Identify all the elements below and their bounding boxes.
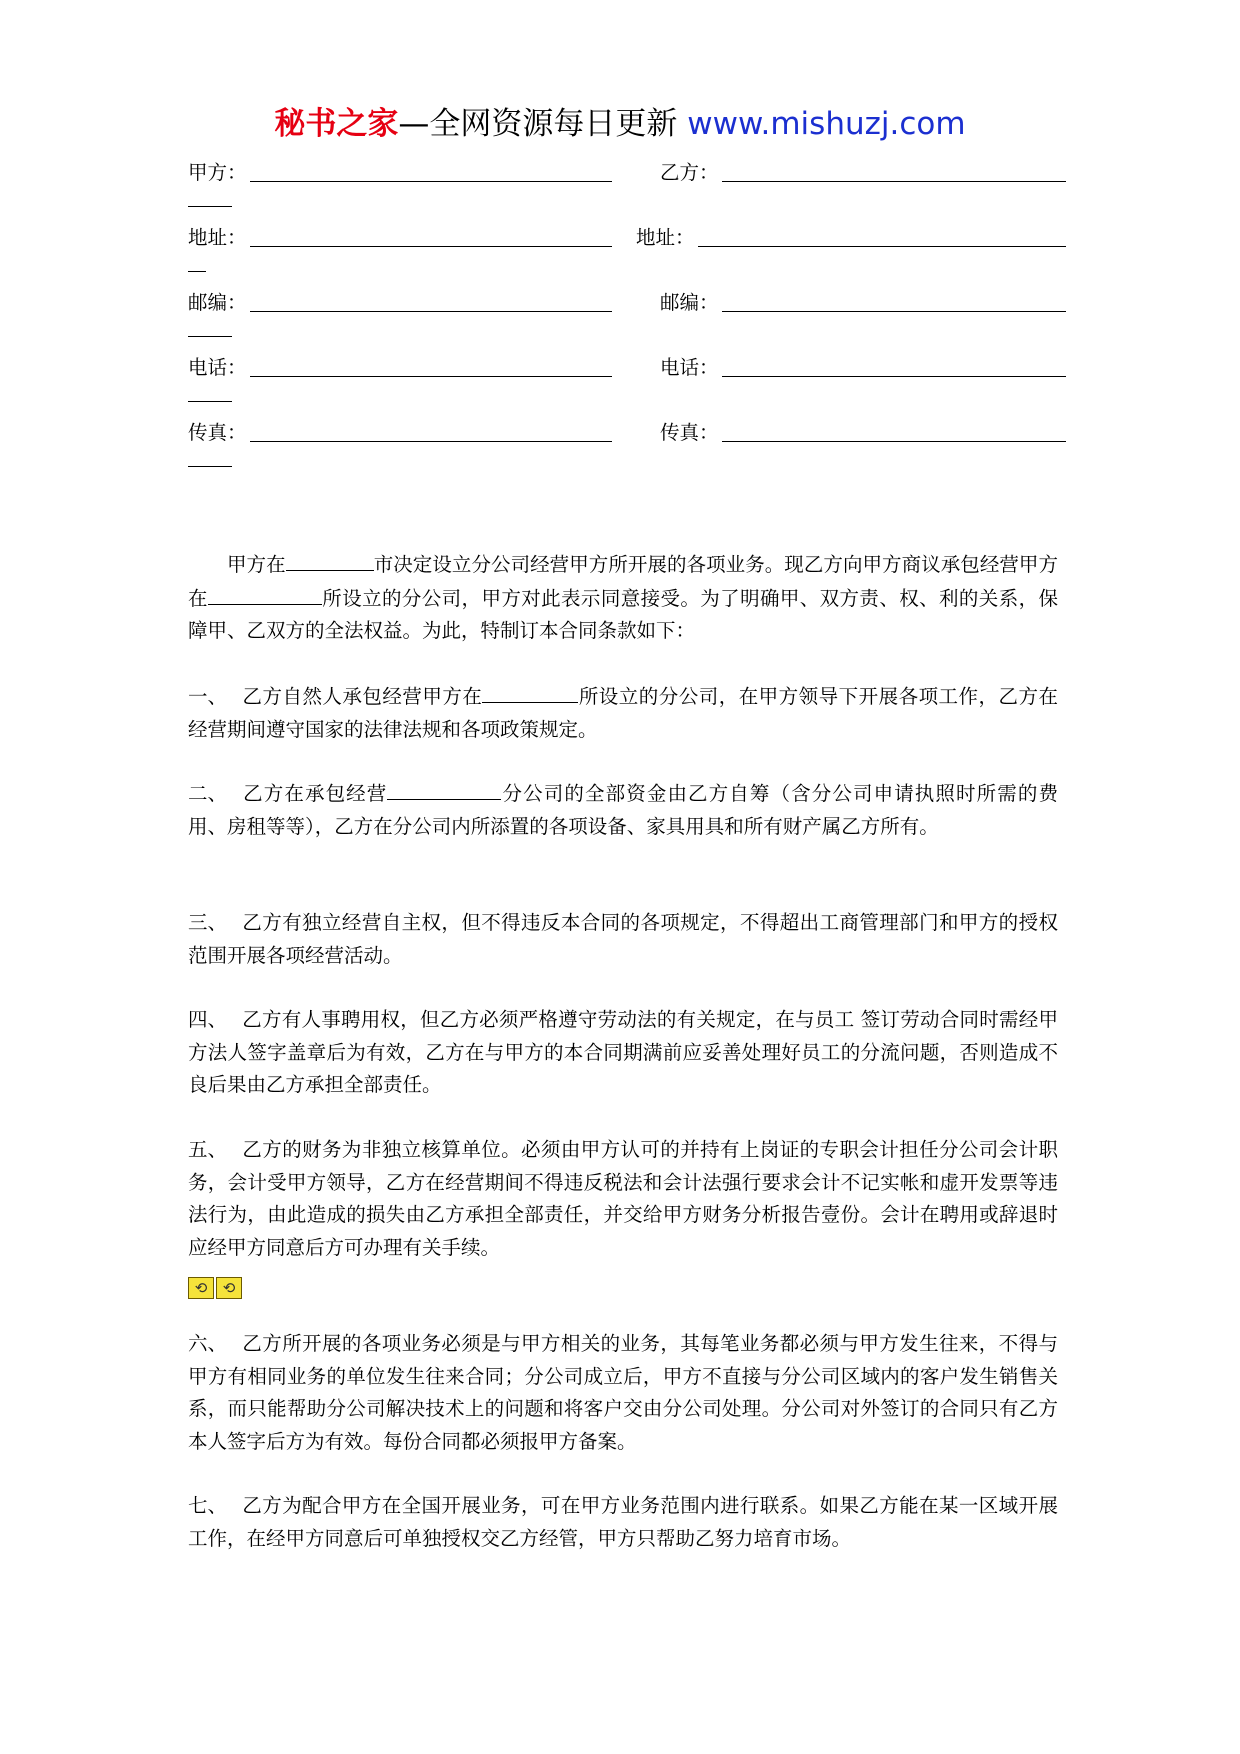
party-b-postcode-blank-wrap (188, 336, 232, 337)
party-b-phone-label: 电话： (660, 356, 719, 379)
party-a-label: 甲方： (188, 161, 247, 184)
party-a-address-blank (250, 246, 612, 247)
clause-2-text-b: 分公司的全部资金由乙方自筹（含分公司申请执照时所需的费用、房租等等），乙方在分公司内所添置的各项设备、家具用具和所有财产属乙方所有。 (188, 782, 1058, 838)
clause-1 (188, 680, 1058, 746)
banner-url[interactable]: www.mishuzj.com (687, 106, 966, 142)
clause-3-text: 乙方有独立经营自主权，但不得违反本合同的各项规定，不得超出工商管理部门和甲方的授权范围开展各项经营活动。 (188, 911, 1058, 967)
party-b-address-blank-wrap (188, 271, 206, 272)
party-b-label: 乙方： (660, 161, 719, 184)
clause-6-text: 乙方所开展的各项业务必须是与甲方相关的业务，其每笔业务都必须与甲方发生往来，不得与甲方有相同业务的单位发生往来合同；分公司成立后，甲方不直接与分公司区域内的客户发生销售关系，而只能帮助分公司解决技术上的问题和将客户交由分公司处理。分公司对外签订的合同只有乙方本人签字后方为有效。每份合同都必须报甲方备案。 (188, 1332, 1058, 1453)
party-b-address-label: 地址： (636, 226, 695, 249)
clause-4-number: 四、 (188, 1008, 228, 1031)
intro-paragraph (188, 548, 1058, 648)
clause-1-text-a: 乙方自然人承包经营甲方在 (242, 685, 483, 708)
party-row-address (188, 223, 1068, 289)
party-a-address-label: 地址： (188, 226, 247, 249)
party-row-name (188, 158, 1068, 224)
party-a-postcode-label: 邮编： (188, 291, 247, 314)
clause-4 (188, 1004, 1058, 1102)
embedded-object-icons[interactable] (188, 1277, 244, 1299)
clause-5-number: 五、 (188, 1138, 228, 1161)
clause-7-text: 乙方为配合甲方在全国开展业务，可在甲方业务范围内进行联系。如果乙方能在某一区域开展工作，在经甲方同意后可单独授权交乙方经管，甲方只帮助乙努力培育市场。 (188, 1494, 1058, 1550)
party-a-phone-label: 电话： (188, 356, 247, 379)
party-row-postcode (188, 288, 1068, 354)
embedded-object-icon[interactable]: ⟲ (188, 1277, 214, 1299)
clause-5-text: 乙方的财务为非独立核算单位。必须由甲方认可的并持有上岗证的专职会计担任分公司会计职务，会计受甲方领导，乙方在经营期间不得违反税法和会计法强行要求会计不记实帐和虚开发票等违法行为，由此造成的损失由乙方承担全部责任，并交给甲方财务分析报告壹份。会计在聘用或辞退时应经甲方同意后方可办理有关手续。 (188, 1138, 1058, 1259)
clause-7-number: 七、 (188, 1494, 228, 1517)
clause-1-blank (482, 680, 578, 703)
branch-location-blank (208, 582, 322, 605)
clause-3 (188, 907, 1058, 972)
intro-text-c: 所设立的分公司，甲方对此表示同意接受。为了明确甲、双方责、权、利的关系，保障甲、乙双方的全法权益。为此，特制订本合同条款如下： (188, 586, 1058, 642)
city-blank (286, 548, 374, 571)
banner-tagline: —全网资源每日更新 (398, 106, 678, 142)
banner-brand: 秘书之家 (274, 106, 399, 142)
party-a-blank (250, 181, 612, 182)
clause-2-blank (387, 777, 501, 800)
party-b-postcode-label: 邮编： (660, 291, 719, 314)
party-b-blank (722, 181, 1066, 182)
party-b-postcode-blank (722, 311, 1066, 312)
embedded-object-icon[interactable]: ⟲ (216, 1277, 242, 1299)
clause-6 (188, 1328, 1058, 1458)
party-b-address-blank (698, 246, 1066, 247)
party-b-phone-blank-wrap (188, 401, 232, 402)
site-banner (0, 104, 1240, 144)
party-row-fax (188, 418, 1068, 484)
intro-text-a: 甲方在 (227, 553, 286, 576)
clause-2-number: 二、 (188, 782, 228, 805)
clause-2 (188, 777, 1058, 843)
party-b-fax-blank (722, 441, 1066, 442)
clause-2-text-a: 乙方在承包经营 (242, 782, 388, 805)
party-a-fax-label: 传真： (188, 421, 247, 444)
clause-1-number: 一、 (188, 685, 228, 708)
clause-4-text: 乙方有人事聘用权，但乙方必须严格遵守劳动法的有关规定，在与员工 签订劳动合同时需经甲方法人签字盖章后为有效，乙方在与甲方的本合同期满前应妥善处理好员工的分流问题，否则造成不良后果由乙方承担全部责任。 (188, 1008, 1058, 1096)
clause-3-number: 三、 (188, 911, 228, 934)
party-b-fax-blank-wrap (188, 466, 232, 467)
party-b-blank-wrap (188, 206, 232, 207)
clause-7 (188, 1490, 1058, 1555)
party-row-phone (188, 353, 1068, 419)
clause-5 (188, 1134, 1058, 1264)
party-a-phone-blank (250, 376, 612, 377)
party-a-postcode-blank (250, 311, 612, 312)
party-b-phone-blank (722, 376, 1066, 377)
party-a-fax-blank (250, 441, 612, 442)
clause-1-text-b: 所设立的分公司，在甲方领导下开展各项工作，乙方在经营期间遵守国家的法律法规和各项政策规定。 (188, 685, 1058, 741)
intro-text-b: 市决定设立分公司经营甲方所开展的各项业务。现乙方向甲方商议承包经营甲方在 (188, 553, 1058, 610)
party-b-fax-label: 传真： (660, 421, 719, 444)
clause-6-number: 六、 (188, 1332, 228, 1355)
